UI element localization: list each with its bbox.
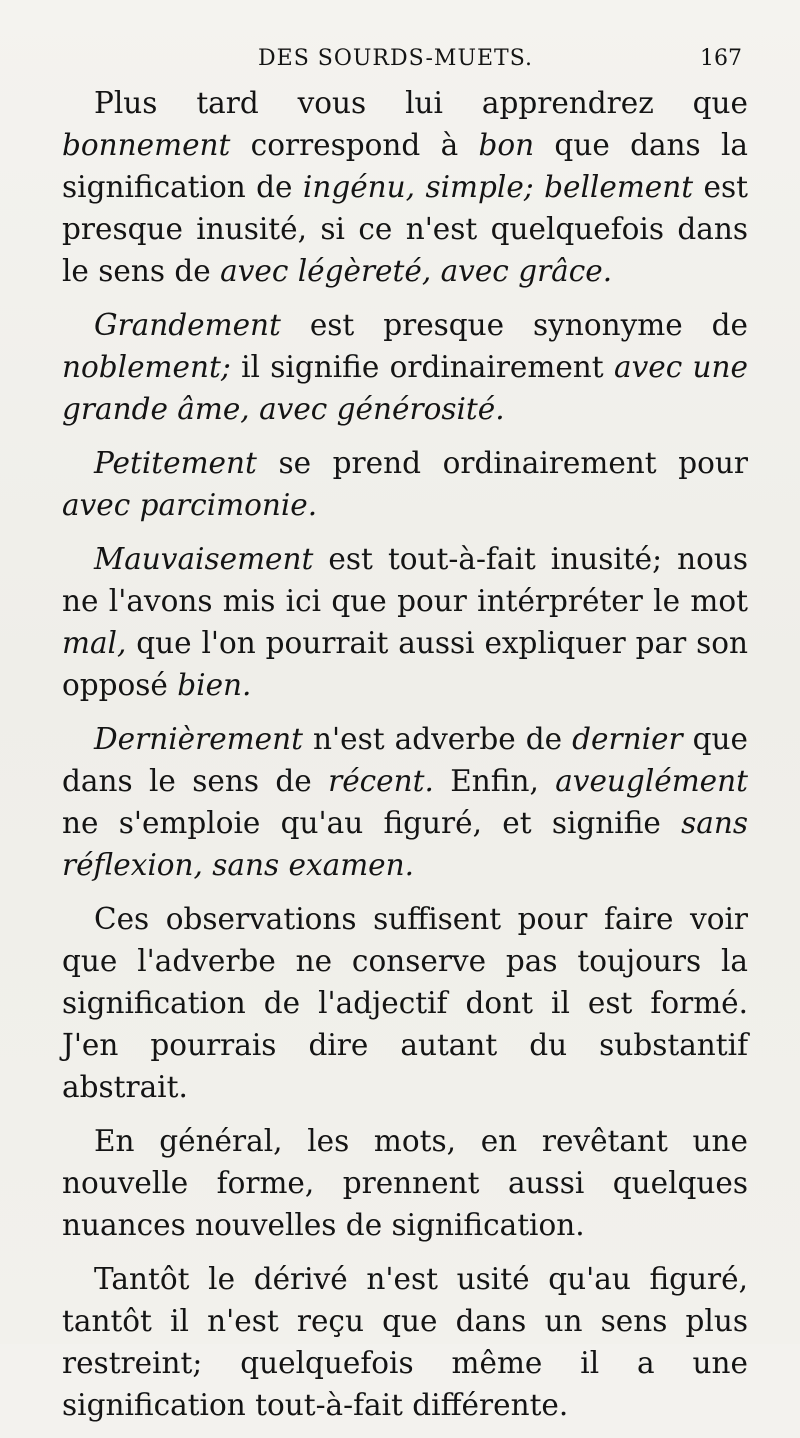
text-run: est tout-à-fait inusité; nous ne l'avons mis ici que pour intérpréter le mot <box>62 542 748 618</box>
text-run: que dans le sens de <box>62 722 749 798</box>
body-text <box>62 82 748 1438</box>
text-run: est presque inusité, si ce n'est quelquefois dans le sens de <box>62 170 748 288</box>
text-run: ne s'emploie qu'au figuré, et signifie <box>62 806 682 840</box>
text-run: il signifie ordinairement <box>230 350 614 384</box>
italic-term: avec légèreté, avec grâce. <box>220 254 613 288</box>
paragraph <box>62 1258 748 1426</box>
italic-term: bonnement <box>62 128 231 162</box>
italic-term: avec une grande âme, avec générosité. <box>62 350 748 426</box>
italic-term: sans réflexion, sans examen. <box>62 806 748 882</box>
text-run: Plus tard vous lui apprendrez que <box>94 86 748 120</box>
text-run: Enfin, <box>433 764 556 798</box>
italic-term: noblement; <box>62 350 231 384</box>
italic-term: dernier <box>572 722 683 756</box>
italic-term: mal, <box>62 626 127 660</box>
paragraph <box>62 1120 748 1246</box>
italic-term: bellement <box>544 170 694 204</box>
paragraph <box>62 898 748 1108</box>
italic-term: récent. <box>328 764 434 798</box>
italic-term: Petitement <box>94 446 257 480</box>
running-title: DES SOURDS-MUETS. <box>258 46 534 71</box>
italic-term: ingénu, simple; <box>302 170 534 204</box>
page-number: 167 <box>700 46 742 71</box>
italic-term: Dernièrement <box>94 722 303 756</box>
text-run: que l'on pourrait aussi expliquer par son opposé <box>62 626 748 702</box>
text-run: est presque synonyme de <box>280 308 748 342</box>
text-run <box>534 170 544 204</box>
text-run: que dans la signification de <box>62 128 748 204</box>
paragraph <box>62 442 748 526</box>
paragraph <box>62 304 748 430</box>
italic-term: aveuglément <box>555 764 748 798</box>
paragraph <box>62 538 748 706</box>
text-run: n'est adverbe de <box>302 722 573 756</box>
text-run: se prend ordinairement pour <box>256 446 748 480</box>
italic-term: avec parcimonie. <box>62 488 318 522</box>
italic-term: bon <box>478 128 535 162</box>
text-run: correspond à <box>230 128 479 162</box>
paragraph <box>62 718 748 886</box>
text-run: En général, les mots, en revêtant une nouvelle forme, prennent aussi quelques nuances nouvelles de signification. <box>62 1124 748 1242</box>
italic-term: bien. <box>177 668 252 702</box>
italic-term: Grandement <box>94 308 281 342</box>
text-run: Tantôt le dérivé n'est usité qu'au figuré, tantôt il n'est reçu que dans un sens plus restreint; quelquefois même il a une signification tout-à-fait différente. <box>62 1262 748 1422</box>
italic-term: Mauvaisement <box>94 542 314 576</box>
paragraph <box>62 82 748 292</box>
page-header <box>0 40 800 80</box>
text-run: Ces observations suffisent pour faire voir que l'adverbe ne conserve pas toujours la signification de l'adjectif dont il est formé. J'en pourrais dire autant du substantif abstrait. <box>62 902 748 1104</box>
